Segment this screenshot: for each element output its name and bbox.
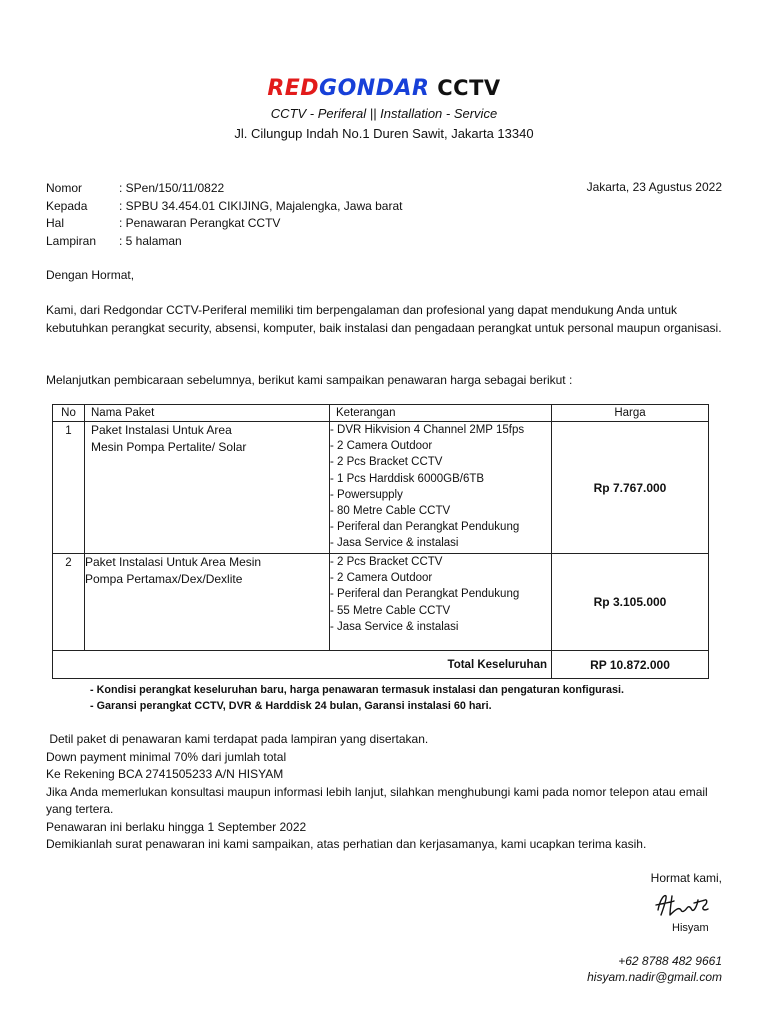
kepada-label: Kepada [46,198,88,213]
intro-paragraph: Kami, dari Redgondar CCTV-Periferal memiliki tim berpengalaman dan profesional yang dapat mendukung Anda untuk kebutuhkan perangkat security, absensi, komputer, baik instalasi dan pengadaan perangkat untuk personal maupun organisasi. [46,303,722,335]
detail-line: Down payment minimal 70% dari jumlah total [46,749,287,764]
description-item: - Jasa Service & instalasi [330,537,459,550]
nomor-value: : SPen/150/11/0822 [119,181,225,195]
description-item: - 2 Pcs Bracket CCTV [330,456,443,469]
header-nama: Nama Paket [85,405,330,422]
letter-date: Jakarta, 23 Agustus 2022 [586,180,722,194]
hal-label: Hal [46,216,65,230]
company-tagline: CCTV - Periferal || Installation - Service [270,106,498,121]
detail-line: Jika Anda memerlukan konsultasi maupun informasi lebih lanjut, silahkan menghubungi kami pada nomor telepon atau email yang tertera. [46,784,708,816]
contact-phone: +62 8788 482 9661 [618,954,722,968]
package-name-line: Mesin Pompa Pertalite/ Solar [91,440,247,454]
description-item: - 2 Camera Outdoor [330,440,433,453]
detail-line: Demikianlah surat penawaran ini kami sampaikan, atas perhatian dan kerjasamanya, kami ucapkan terima kasih. [46,837,647,851]
header-keterangan: Keterangan [330,405,552,422]
letter-meta [46,180,402,250]
description-item: - 80 Metre Cable CCTV [330,505,451,518]
description-item: - Jasa Service & instalasi [330,620,459,633]
kepada-value: : SPBU 34.454.01 CIKIJING, Majalengka, Jawa barat [119,198,403,213]
total-value: RP 10.872.000 [552,651,709,679]
row-package-name [85,422,330,554]
detail-line: Detil paket di penawaran kami terdapat pada lampiran yang disertakan. [46,732,429,746]
row-price: Rp 7.767.000 [552,422,709,554]
closing-salutation: Hormat kami, [650,871,722,885]
description-item: - 1 Pcs Harddisk 6000GB/6TB [330,472,485,485]
description-item: - 2 Pcs Bracket CCTV [330,556,443,568]
lampiran-label: Lampiran [46,233,97,248]
table-header-row [53,405,709,422]
header-no: No [53,405,85,422]
package-name-line: Paket Instalasi Untuk Area [91,423,232,437]
detail-line: Penawaran ini berlaku hingga 1 September 2022 [46,819,307,834]
package-name-line: Paket Instalasi Untuk Area Mesin [85,555,262,569]
description-item: - Periferal dan Perangkat Pendukung [330,521,520,534]
handwritten-signature [652,888,714,922]
hal-value: : Penawaran Perangkat CCTV [119,216,281,230]
contact-email: hisyam.nadir@gmail.com [587,970,722,984]
package-name-line: Pompa Pertamax/Dex/Dexlite [85,572,243,586]
table-row [53,422,709,554]
note-item: - Garansi perangkat CCTV, DVR & Harddisk 24 bulan, Garansi instalasi 60 hari. [90,700,492,712]
details-paragraph [46,731,726,854]
description-item: - Periferal dan Perangkat Pendukung [330,588,520,601]
contact-info [587,953,722,985]
company-logo: REDGONDAR CCTV [267,76,501,101]
row-no: 1 [53,422,85,554]
detail-line: Ke Rekening BCA 2741505233 A/N HISYAM [46,767,284,781]
row-description [330,554,552,651]
header-harga: Harga [552,405,709,422]
row-package-name [85,554,330,651]
note-item: - Kondisi perangkat keseluruhan baru, harga penawaran termasuk instalasi dan pengaturan konfigurasi. [90,684,624,696]
row-description [330,422,552,554]
description-item: - Powersupply [330,488,403,501]
table-total-row [53,651,709,679]
price-table [52,404,709,679]
row-no: 2 [53,554,85,651]
lampiran-value: : 5 halaman [119,233,182,248]
row-price: Rp 3.105.000 [552,554,709,651]
nomor-label: Nomor [46,181,83,195]
greeting: Dengan Hormat, [46,268,135,282]
description-item: - 2 Camera Outdoor [330,572,433,585]
description-item: - DVR Hikvision 4 Channel 2MP 15fps [330,424,525,436]
table-notes [90,682,624,714]
company-address: Jl. Cilungup Indah No.1 Duren Sawit, Jakarta 13340 [234,126,534,141]
lead-paragraph: Melanjutkan pembicaraan sebelumnya, berikut kami sampaikan penawaran harga sebagai berikut : [46,373,573,387]
table-row [53,554,709,651]
signer-name: Hisyam [672,922,709,934]
description-item: - 55 Metre Cable CCTV [330,604,451,617]
total-label: Total Keseluruhan [53,651,552,679]
